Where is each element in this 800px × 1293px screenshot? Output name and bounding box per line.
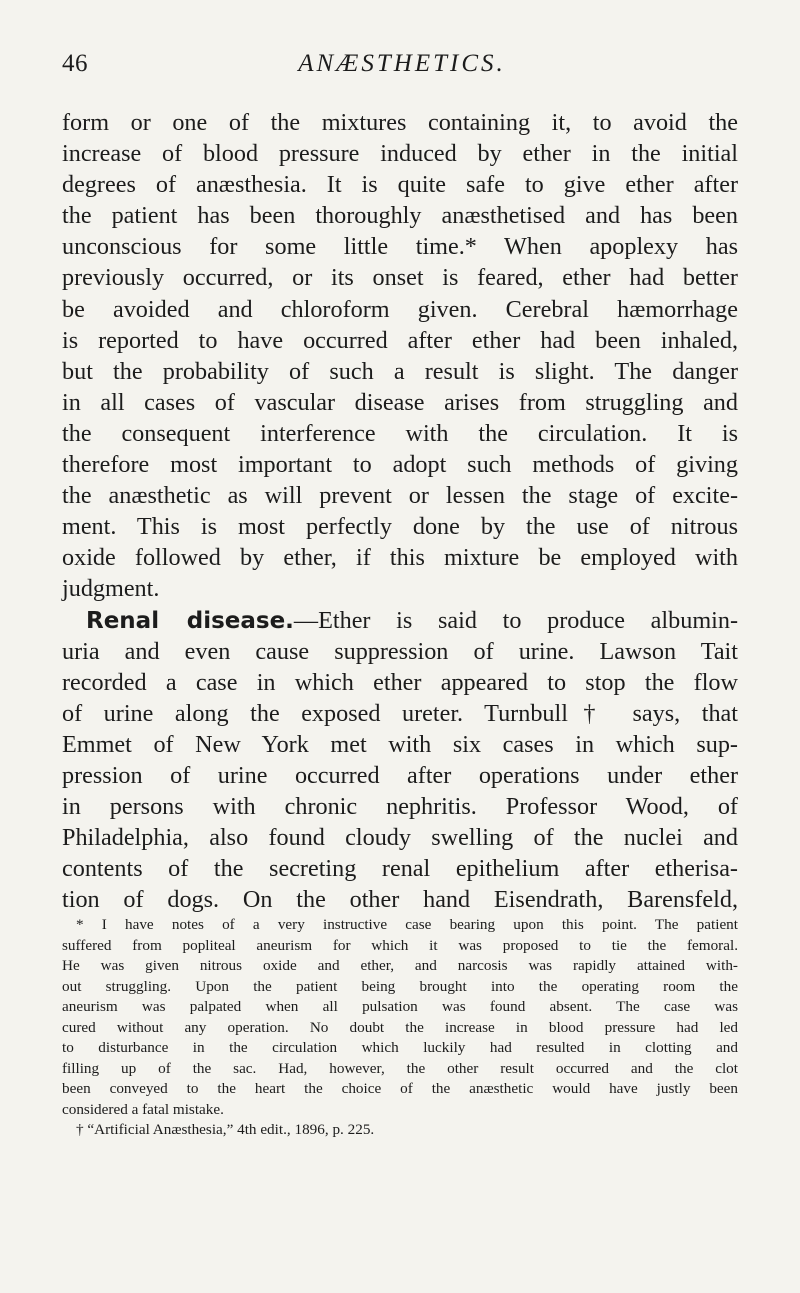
- footnote-line: † “Artificial Anæsthesia,” 4th edit., 1896, p. 225.: [76, 1121, 375, 1138]
- text-line: the consequent interference with the circulation. It is: [62, 419, 738, 447]
- section-heading: Renal disease.: [86, 607, 294, 634]
- footnote-line: out struggling. Upon the patient being brought into the operating room the: [62, 977, 738, 995]
- footnote-line: * I have notes of a very instructive case bearing upon this point. The patient: [76, 916, 738, 933]
- section-first-line: [62, 605, 738, 636]
- main-text: [62, 107, 738, 915]
- text-line: of urine along the exposed ureter. Turnbull† says, that: [62, 699, 738, 727]
- text-line: be avoided and chloroform given. Cerebral hæmorrhage: [62, 295, 738, 323]
- footnote-line: been conveyed to the heart the choice of the anæsthetic would have justly been: [62, 1080, 738, 1097]
- text-line: but the probability of such a result is slight. The danger: [62, 357, 738, 385]
- text-line: therefore most important to adopt such methods of giving: [62, 451, 738, 479]
- footnote-line: aneurism was palpated when all pulsation was found absent. The case was: [62, 998, 738, 1015]
- text-line: form or one of the mixtures containing it, to avoid the: [62, 109, 738, 136]
- text-line: is reported to have occurred after ether had been inhaled,: [62, 326, 738, 354]
- text-line: in all cases of vascular disease arises from struggling and: [62, 388, 738, 416]
- page-number: 46: [62, 50, 88, 77]
- text-line: Emmet of New York met with six cases in which sup-: [62, 730, 738, 758]
- text-line: the patient has been thoroughly anæsthetised and has been: [62, 202, 738, 230]
- text-line: pression of urine occurred after operations under ether: [62, 761, 738, 789]
- footnote-line: considered a fatal mistake.: [62, 1100, 224, 1118]
- text-line: Philadelphia, also found cloudy swelling of the nuclei and: [62, 824, 738, 852]
- footnote-line: cured without any operation. No doubt the increase in blood pressure had led: [62, 1018, 738, 1036]
- footnote-line: to disturbance in the circulation which luckily had resulted in clotting and: [62, 1039, 738, 1056]
- page-header: [62, 50, 742, 86]
- footnote-line: filling up of the sac. Had, however, the other result occurred and the clot: [62, 1059, 738, 1077]
- text-line: unconscious for some little time.* When apoplexy has: [62, 233, 738, 261]
- text-line: tion of dogs. On the other hand Eisendrath, Barensfeld,: [62, 886, 738, 914]
- text-line: degrees of anæsthesia. It is quite safe to give ether after: [62, 171, 738, 199]
- text-line: contents of the secreting renal epithelium after etherisa-: [62, 855, 738, 883]
- footnote-line: He was given nitrous oxide and ether, and narcosis was rapidly attained with-: [62, 957, 738, 974]
- text-line: oxide followed by ether, if this mixture be employed with: [62, 544, 738, 572]
- text-line: ment. This is most perfectly done by the use of nitrous: [62, 513, 738, 541]
- section-text: —Ether is said to produce albumin-: [293, 606, 739, 634]
- footnotes: [62, 915, 738, 1141]
- text-line: increase of blood pressure induced by ether in the initial: [62, 140, 738, 168]
- text-line: the anæsthetic as will prevent or lessen the stage of excite-: [62, 482, 738, 510]
- text-line: recorded a case in which ether appeared to stop the flow: [62, 668, 738, 696]
- text-line: judgment.: [62, 575, 160, 603]
- text-line: in persons with chronic nephritis. Professor Wood, of: [62, 793, 738, 821]
- running-title: ANÆSTHETICS.: [298, 50, 506, 77]
- text-line: previously occurred, or its onset is feared, ether had better: [62, 264, 738, 292]
- footnote-line: suffered from popliteal aneurism for which it was proposed to tie the femoral.: [62, 936, 738, 954]
- text-line: uria and even cause suppression of urine. Lawson Tait: [62, 637, 738, 665]
